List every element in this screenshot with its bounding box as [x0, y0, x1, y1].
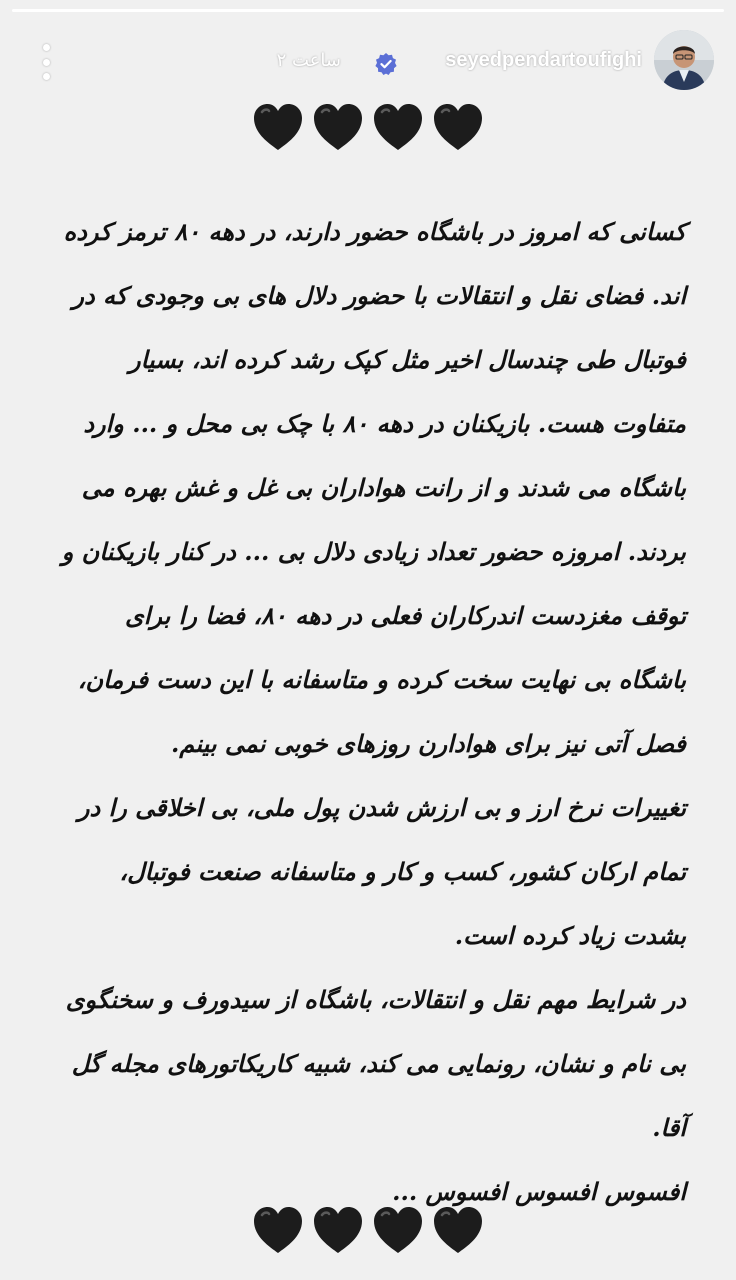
more-vertical-icon-dot [43, 73, 50, 80]
story-paragraph: کسانی که امروز در باشگاه حضور دارند، در دهه ۸۰ ترمز کرده اند. فضای نقل و انتقالات با حضور دلال های بی وجودی که در فوتبال طی چندسال اخیر مثل کپک رشد کرده اند، بسیار متفاوت هست. بازیکنان در دهه ۸۰ با چک بی محل و ... وارد باشگاه می شدند و از رانت هواداران بی غل و غش بهره می بردند. امروزه حضور تعداد زیادی دلال بی ... در کنار بازیکنان و توقف مغزدست اندرکاران فعلی در دهه ۸۰، فضا را برای باشگاه بی نهایت سخت کرده و متاسفانه با این دست فرمان، فصل آتی نیز برای هوادارن روزهای خوبی نمی بینم. [61, 217, 686, 758]
story-timestamp: ۲ ساعت [276, 50, 341, 71]
story-header [0, 30, 736, 94]
black-heart-icon [310, 1203, 366, 1259]
black-heart-icon [430, 1203, 486, 1259]
black-heart-icon [430, 100, 486, 156]
story-paragraph: در شرایط مهم نقل و انتقالات، باشگاه از سیدورف و سخنگوی بی نام و نشان، رونمایی می کند، شبیه کاریکاتورهای مجله گل آقا. [65, 985, 686, 1142]
black-heart-icon [310, 100, 366, 156]
black-heart-icon [370, 1203, 426, 1259]
story-paragraph: افسوس افسوس افسوس ... [392, 1177, 686, 1206]
avatar-image [654, 30, 714, 90]
avatar[interactable] [654, 30, 714, 90]
story-username[interactable]: seyedpendartoufighi [445, 49, 642, 71]
black-heart-icon [250, 100, 306, 156]
top-hearts-row [0, 100, 736, 156]
more-vertical-icon-dot [43, 59, 50, 66]
more-vertical-icon [43, 44, 50, 51]
bottom-hearts-row [0, 1203, 736, 1259]
story-text [50, 200, 686, 1224]
story-progress-fill [12, 9, 724, 12]
black-heart-icon [250, 1203, 306, 1259]
black-heart-icon [370, 100, 426, 156]
more-options-button[interactable] [34, 44, 58, 80]
story-paragraph: تغییرات نرخ ارز و بی ارزش شدن پول ملی، بی اخلاقی را در تمام ارکان کشور، کسب و کار و متاسفانه صنعت فوتبال، بشدت زیاد کرده است. [77, 793, 686, 950]
verified-badge-icon [374, 52, 398, 76]
story-progress-bar [12, 9, 724, 12]
